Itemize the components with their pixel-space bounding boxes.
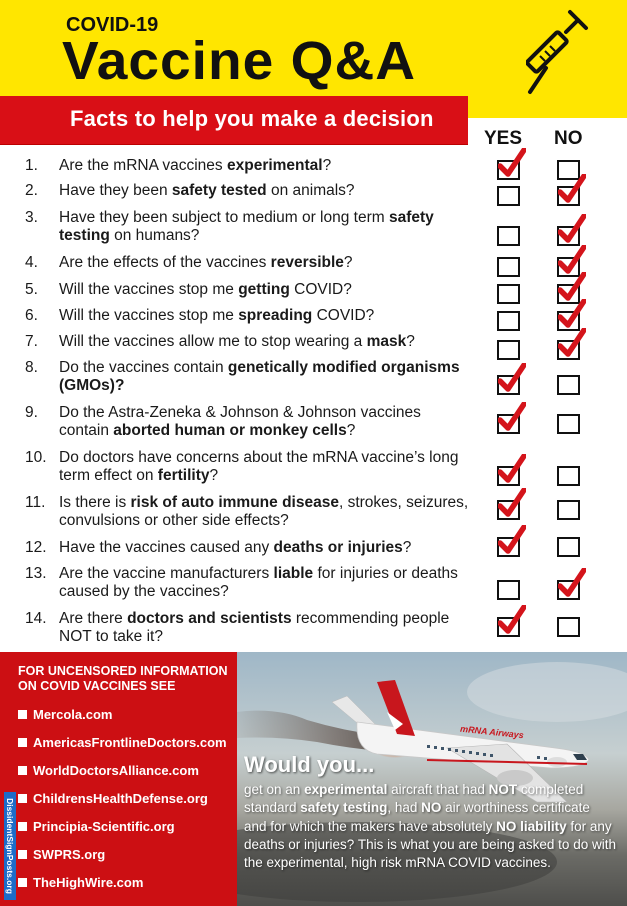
checkmark-icon <box>558 568 586 600</box>
question-text-part: on humans? <box>109 227 200 244</box>
question-emphasis: getting <box>238 281 290 298</box>
no-checkbox[interactable] <box>557 537 580 557</box>
info-panel-title: FOR UNCENSORED INFORMATION ON COVID VACCINES SEE <box>18 664 228 693</box>
checkmark-icon <box>498 148 526 180</box>
page-title: Vaccine Q&A <box>62 31 417 91</box>
checkmark-icon <box>498 402 526 434</box>
bullet-square-icon <box>18 794 27 803</box>
question-text-part: COVID? <box>289 281 352 298</box>
no-column-header: NO <box>554 128 583 149</box>
covid-label: COVID-19 <box>66 14 159 36</box>
photo-text-emphasis: NO liability <box>496 818 567 834</box>
no-checkbox[interactable] <box>557 617 580 637</box>
yes-checkbox[interactable] <box>497 186 520 206</box>
no-checkbox[interactable] <box>557 466 580 486</box>
photo-text-part: , had <box>387 800 422 816</box>
question-text-part: Do the Astra-Zeneka & Johnson & Johnson vaccines contain <box>59 404 421 439</box>
question-row <box>0 610 470 648</box>
question-number: 12. <box>25 539 47 556</box>
question-row <box>0 565 470 603</box>
question-text <box>59 359 469 395</box>
question-text <box>59 333 469 351</box>
question-emphasis: safety testing <box>59 209 434 244</box>
site-link-text: AmericasFrontlineDoctors.com <box>33 735 227 750</box>
yes-checkbox[interactable] <box>497 257 520 277</box>
question-number: 7. <box>25 333 38 350</box>
question-row <box>0 404 470 442</box>
question-text-part: ? <box>346 422 356 439</box>
photo-text-part: air worthiness certificate and for which the makers have absolutely <box>244 800 590 834</box>
site-link[interactable] <box>18 735 227 750</box>
question-text-part: Will the vaccines stop me <box>59 307 239 324</box>
checkmark-icon <box>498 363 526 395</box>
site-link-text: ChildrensHealthDefense.org <box>33 791 208 806</box>
question-number: 1. <box>25 157 38 174</box>
question-text-part: ? <box>209 467 219 484</box>
question-number: 2. <box>25 182 38 199</box>
site-link[interactable] <box>18 875 143 890</box>
site-link[interactable] <box>18 707 112 722</box>
question-text <box>59 281 469 299</box>
site-link-text: TheHighWire.com <box>33 875 144 890</box>
yes-checkbox[interactable] <box>497 580 520 600</box>
question-emphasis: genetically modified organisms (GMOs)? <box>59 359 460 394</box>
question-text-part: Will the vaccines stop me <box>59 281 239 298</box>
question-text-part: COVID? <box>312 307 375 324</box>
question-text-part: ? <box>402 539 412 556</box>
question-text <box>59 494 469 530</box>
question-number: 11. <box>25 494 46 511</box>
question-number: 14. <box>25 610 47 627</box>
question-text-part: on animals? <box>266 182 355 199</box>
no-checkbox[interactable] <box>557 500 580 520</box>
airline-name-label: mRNA Airways <box>459 723 525 741</box>
photo-text-emphasis: experimental <box>304 782 388 797</box>
subtitle-banner <box>0 96 468 144</box>
question-emphasis: mask <box>366 333 407 350</box>
photo-heading: Would you... <box>244 752 375 777</box>
site-link-text: Principia-Scientific.org <box>33 819 175 834</box>
question-emphasis: risk of auto immune disease <box>130 494 339 511</box>
question-text-part: Are there <box>59 610 128 627</box>
site-link-text: SWPRS.org <box>33 847 106 862</box>
question-text-part: ? <box>343 254 353 271</box>
question-text <box>59 182 469 200</box>
site-link-text: WorldDoctorsAlliance.com <box>33 763 199 778</box>
question-text-part: Have they been <box>59 182 172 199</box>
question-number: 13. <box>25 565 47 582</box>
question-number: 6. <box>25 307 38 324</box>
question-emphasis: doctors and scientists <box>127 610 292 627</box>
question-text-part: ? <box>322 157 332 174</box>
bullet-square-icon <box>18 850 27 859</box>
question-number: 3. <box>25 209 38 226</box>
question-text <box>59 254 469 272</box>
yes-checkbox[interactable] <box>497 311 520 331</box>
syringe-icon <box>526 6 590 98</box>
site-link[interactable] <box>18 763 199 778</box>
question-emphasis: reversible <box>270 254 344 271</box>
photo-text-emphasis: NOT <box>488 782 518 797</box>
question-text-part: Are the vaccine manufacturers <box>59 565 274 582</box>
question-row <box>0 209 470 247</box>
question-text <box>59 307 469 325</box>
photo-text-emphasis: NO <box>421 800 442 816</box>
bullet-square-icon <box>18 766 27 775</box>
photo-text-emphasis: safety testing <box>300 800 388 816</box>
question-number: 10. <box>25 449 47 466</box>
question-text-part: , strokes, seizures, convulsions or other side effects? <box>59 494 469 529</box>
checkmark-icon <box>498 605 526 637</box>
question-text <box>59 404 469 440</box>
checkmark-icon <box>498 454 526 486</box>
photo-text-part: aircraft that had <box>387 782 489 797</box>
question-text-part: Will the vaccines allow me to stop wearing a <box>59 333 367 350</box>
question-text-part: ? <box>406 333 415 350</box>
bullet-square-icon <box>18 878 27 887</box>
yes-column-header: YES <box>484 128 523 149</box>
photo-text-part: get on an <box>244 782 305 797</box>
question-text-part: Do the vaccines contain <box>59 359 228 376</box>
question-number: 5. <box>25 281 38 298</box>
photo-text-part: completed standard <box>244 782 584 816</box>
question-number: 9. <box>25 404 38 421</box>
question-emphasis: safety tested <box>171 182 267 199</box>
question-emphasis: spreading <box>238 307 313 324</box>
question-text-part: Do doctors have concerns about the mRNA vaccine’s long term effect on <box>59 449 459 484</box>
yes-checkbox[interactable] <box>497 284 520 304</box>
question-number: 4. <box>25 254 38 271</box>
question-text <box>59 610 469 646</box>
checkmark-icon <box>498 488 526 520</box>
question-row <box>0 449 470 487</box>
question-text-part: Are the mRNA vaccines <box>59 157 227 174</box>
photo-body-text <box>244 781 616 872</box>
checkmark-icon <box>558 214 586 246</box>
question-text <box>59 157 469 175</box>
question-emphasis: liable <box>273 565 314 582</box>
question-text-part: Are the effects of the vaccines <box>59 254 271 271</box>
no-checkbox[interactable] <box>557 375 580 395</box>
banner-text: Facts to help you make a decision <box>70 106 434 131</box>
bullet-square-icon <box>18 822 27 831</box>
question-row <box>0 494 470 532</box>
question-text <box>59 449 469 485</box>
question-emphasis: deaths or injuries <box>273 539 403 556</box>
site-link[interactable] <box>18 819 175 834</box>
photo-text-part: for any deaths or injuries? This is what you are being asked to do with the experimental, high risk mRNA COVID vaccines. <box>244 818 616 871</box>
site-link[interactable] <box>18 847 105 862</box>
bullet-square-icon <box>18 738 27 747</box>
site-link-text: Mercola.com <box>33 707 113 722</box>
question-emphasis: aborted human or monkey cells <box>113 422 347 439</box>
site-link[interactable] <box>18 791 208 806</box>
question-emphasis: fertility <box>157 467 210 484</box>
question-text <box>59 209 469 245</box>
checkmark-icon <box>558 299 586 331</box>
question-text-part: Is there is <box>59 494 131 511</box>
bullet-square-icon <box>18 710 27 719</box>
checkmark-icon <box>558 328 586 360</box>
question-row <box>0 359 470 397</box>
question-number: 8. <box>25 359 38 376</box>
question-text-part: recommending people NOT to take it? <box>59 610 450 645</box>
question-text-part: for injuries or deaths caused by the vaccines? <box>59 565 458 600</box>
question-text <box>59 565 469 601</box>
question-emphasis: experimental <box>226 157 323 174</box>
checkmark-icon <box>498 525 526 557</box>
yes-checkbox[interactable] <box>497 226 520 246</box>
question-text-part: Have they been subject to medium or long term <box>59 209 389 226</box>
checkmark-icon <box>558 174 586 206</box>
yes-checkbox[interactable] <box>497 340 520 360</box>
credit-label: DissidentSignPosts.org <box>4 792 16 900</box>
question-text <box>59 539 469 557</box>
no-checkbox[interactable] <box>557 414 580 434</box>
info-panel <box>0 652 237 906</box>
question-text-part: Have the vaccines caused any <box>59 539 274 556</box>
